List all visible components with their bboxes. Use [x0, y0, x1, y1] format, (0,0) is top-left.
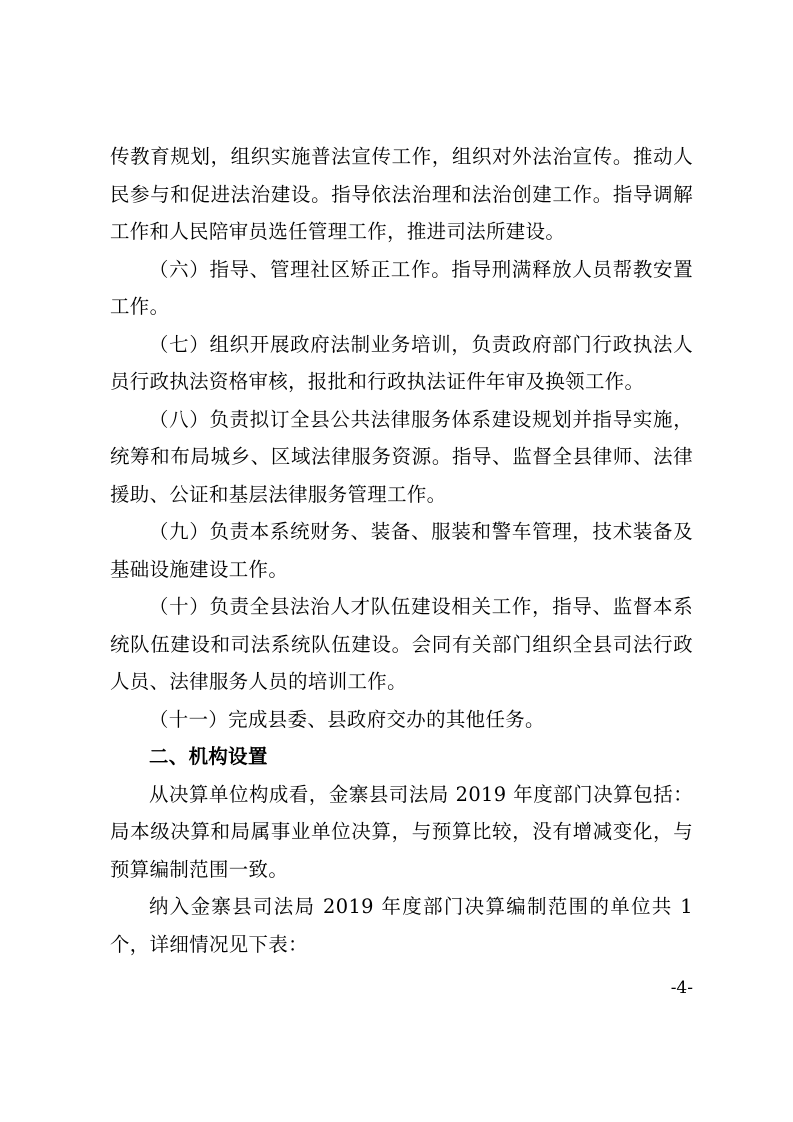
paragraph-units: 纳入金寨县司法局 2019 年度部门决算编制范围的单位共 1 个，详细情况见下表：: [110, 895, 693, 956]
section-heading: 二、机构设置: [149, 745, 268, 768]
paragraph-item-11: （十一）完成县委、县政府交办的其他任务。: [149, 707, 545, 731]
document-body: [110, 138, 693, 963]
paragraph-item-10: （十）负责全县法治人才队伍建设相关工作，指导、监督本系统队伍建设和司法系统队伍建设。会同有关部门组织全县司法行政人员、法律服务人员的培训工作。: [110, 595, 693, 693]
paragraph-scope: 从决算单位构成看，金寨县司法局 2019 年度部门决算包括：局本级决算和局属事业单位决算，与预算比较，没有增减变化，与预算编制范围一致。: [110, 782, 693, 881]
paragraph-continuation: 传教育规划，组织实施普法宣传工作，组织对外法治宣传。推动人民参与和促进法治建设。指导依法治理和法治创建工作。指导调解工作和人民陪审员选任管理工作，推进司法所建设。: [110, 145, 693, 243]
paragraph-item-6: （六）指导、管理社区矫正工作。指导刑满释放人员帮教安置工作。: [110, 257, 693, 318]
page-number: -4-: [670, 978, 693, 998]
paragraph-item-8: （八）负责拟订全县公共法律服务体系建设规划并指导实施，统筹和布局城乡、区域法律服务资源。指导、监督全县律师、法律援助、公证和基层法律服务管理工作。: [110, 407, 693, 506]
paragraph-item-7: （七）组织开展政府法制业务培训，负责政府部门行政执法人员行政执法资格审核，报批和行政执法证件年审及换领工作。: [110, 332, 693, 393]
paragraph-item-9: （九）负责本系统财务、装备、服装和警车管理，技术装备及基础设施建设工作。: [110, 520, 693, 581]
